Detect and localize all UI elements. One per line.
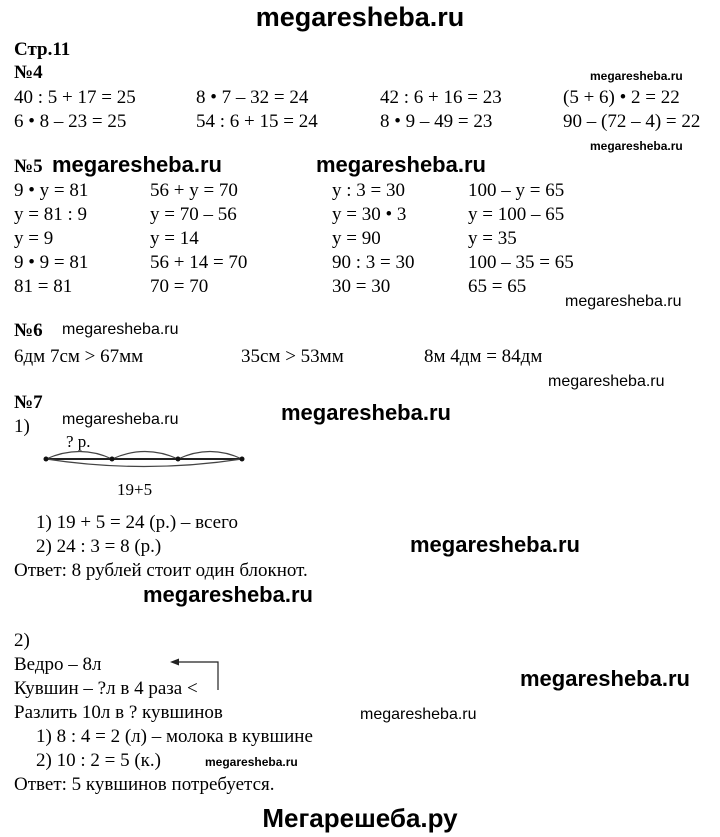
diagram-point <box>176 457 181 462</box>
watermark: megaresheba.ru <box>205 755 298 769</box>
equation: y : 3 = 30 <box>332 180 405 201</box>
equation: 40 : 5 + 17 = 25 <box>14 87 136 108</box>
site-header[interactable]: megaresheba.ru <box>255 2 465 32</box>
watermark: megaresheba.ru <box>565 293 682 310</box>
task6-title: №6 <box>14 320 43 341</box>
comparison: 35см > 53мм <box>241 346 344 367</box>
equation: 90 : 3 = 30 <box>332 252 415 273</box>
site-footer[interactable]: Мегарешеба.ру <box>262 803 458 833</box>
diagram-point <box>44 457 49 462</box>
watermark: megaresheba.ru <box>281 400 451 425</box>
solution-step: 2) 10 : 2 = 5 (к.) <box>36 750 161 771</box>
diagram-point <box>110 457 115 462</box>
equation: 70 = 70 <box>150 276 209 297</box>
part1-label: 1) <box>14 416 30 437</box>
equation: 56 + 14 = 70 <box>150 252 248 273</box>
equation: 56 + y = 70 <box>150 180 238 201</box>
diagram-bottom-arc <box>46 459 242 467</box>
diagram-bottom-label: 19+5 <box>117 480 153 499</box>
diagram-top-arcs <box>46 452 242 460</box>
equation: 81 = 81 <box>14 276 73 297</box>
equation: y = 100 – 65 <box>468 204 565 225</box>
watermark: megaresheba.ru <box>520 666 690 691</box>
page-label: Стр.11 <box>14 39 71 60</box>
equation: 54 : 6 + 15 = 24 <box>196 111 318 132</box>
condition: Разлить 10л в ? кувшинов <box>14 702 223 723</box>
solution-step: 2) 24 : 3 = 8 (р.) <box>36 536 162 557</box>
equation: (5 + 6) • 2 = 22 <box>563 87 680 108</box>
equation: 6 • 8 – 23 = 25 <box>14 111 127 132</box>
equation: 9 • 9 = 81 <box>14 252 89 273</box>
equation: 100 – 35 = 65 <box>468 252 574 273</box>
part2-label: 2) <box>14 630 30 651</box>
watermark: megaresheba.ru <box>590 139 683 153</box>
equation: y = 70 – 56 <box>150 204 237 225</box>
watermark: megaresheba.ru <box>143 582 313 607</box>
equation: 42 : 6 + 16 = 23 <box>380 87 502 108</box>
watermark: megaresheba.ru <box>52 152 222 177</box>
equation: 90 – (72 – 4) = 22 <box>563 111 701 132</box>
equation: y = 35 <box>468 228 517 249</box>
answer: Ответ: 8 рублей стоит один блокнот. <box>14 560 308 581</box>
equation: 65 = 65 <box>468 276 527 297</box>
equation: y = 30 • 3 <box>332 204 407 225</box>
equation: y = 9 <box>14 228 54 249</box>
solution-step: 1) 19 + 5 = 24 (р.) – всего <box>36 512 238 533</box>
watermark: megaresheba.ru <box>410 532 580 557</box>
equation: y = 81 : 9 <box>14 204 87 225</box>
answer: Ответ: 5 кувшинов потребуется. <box>14 774 275 795</box>
comparison: 8м 4дм = 84дм <box>424 346 543 367</box>
watermark: megaresheba.ru <box>316 152 486 177</box>
condition: Кувшин – ?л в 4 раза < <box>14 678 198 699</box>
equation: y = 14 <box>150 228 199 249</box>
equation: 100 – y = 65 <box>468 180 565 201</box>
watermark: megaresheba.ru <box>62 411 179 428</box>
arrow-icon <box>168 656 224 692</box>
equation: 8 • 9 – 49 = 23 <box>380 111 493 132</box>
watermark: megaresheba.ru <box>360 706 477 723</box>
equation: y = 90 <box>332 228 381 249</box>
task4-title: №4 <box>14 62 43 83</box>
condition: Ведро – 8л <box>14 654 102 675</box>
equation: 9 • y = 81 <box>14 180 89 201</box>
segment-diagram <box>40 440 250 480</box>
solution-step: 1) 8 : 4 = 2 (л) – молока в кувшине <box>36 726 313 747</box>
diagram-top-label: ? р. <box>66 432 91 451</box>
watermark: megaresheba.ru <box>590 69 683 83</box>
watermark: megaresheba.ru <box>62 321 179 338</box>
watermark: megaresheba.ru <box>548 373 665 390</box>
equation: 8 • 7 – 32 = 24 <box>196 87 309 108</box>
task5-title: №5 <box>14 156 43 177</box>
diagram-point <box>240 457 245 462</box>
task7-title: №7 <box>14 392 43 413</box>
equation: 30 = 30 <box>332 276 391 297</box>
comparison: 6дм 7см > 67мм <box>14 346 144 367</box>
